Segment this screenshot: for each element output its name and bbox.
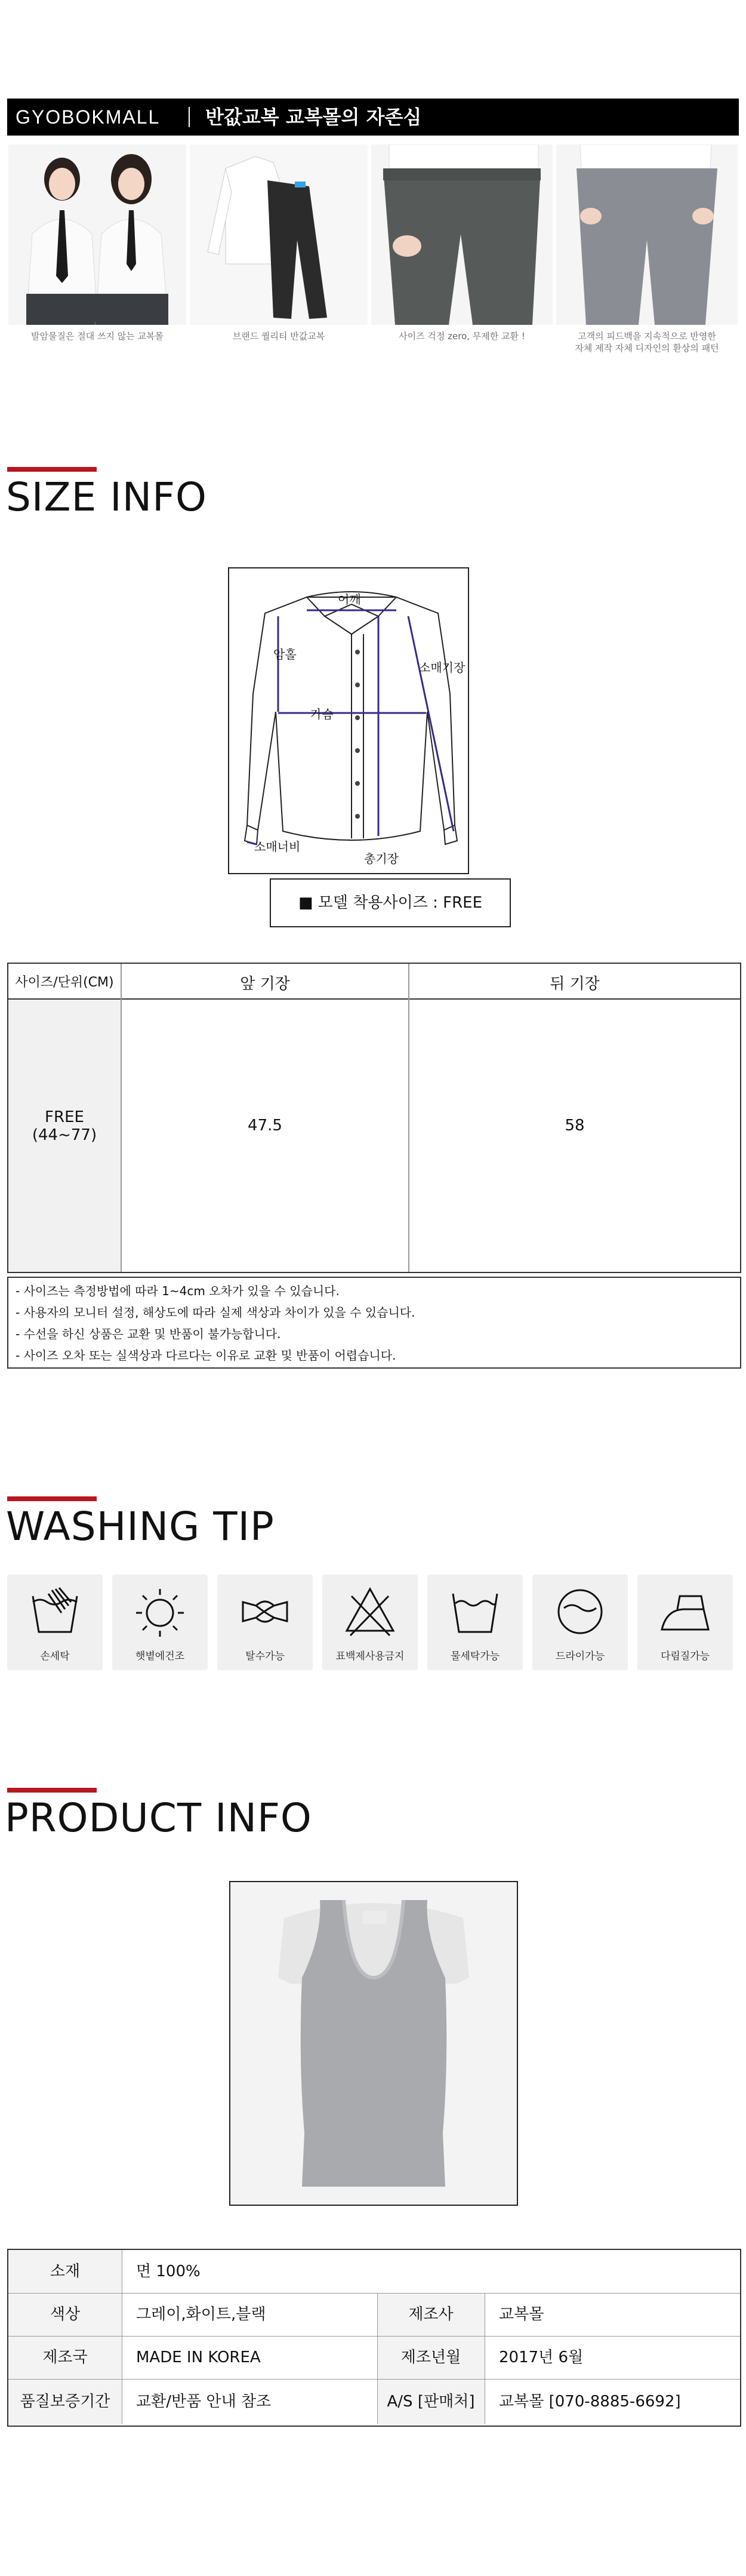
diagram-label-shoulder: 어깨 (338, 592, 361, 607)
wash-label: 물세탁가능 (450, 1650, 500, 1662)
wash-item (322, 1575, 418, 1670)
iron-icon (658, 1584, 712, 1638)
diagram-label-sleeve-length: 소매기장 (419, 660, 466, 675)
size-notes (7, 1277, 741, 1369)
wash-label: 탈수가능 (245, 1650, 285, 1662)
color-value: 그레이,화이트,블랙 (136, 2306, 266, 2323)
feature-caption-line: 자체 제작 자체 디자인의 환상의 패턴 (575, 343, 719, 353)
warranty-label: 품질보증기간 (8, 2380, 122, 2424)
wash-label: 손세탁 (40, 1650, 70, 1662)
wash-item (112, 1575, 208, 1670)
size-table (7, 963, 741, 1273)
feature-caption: 발암물질은 절대 쓰지 않는 교복몰 (31, 331, 164, 342)
note-line: - 사이즈는 측정방법에 따라 1~4cm 오차가 있을 수 있습니다. (16, 1284, 340, 1298)
note-line: - 수선을 하신 상품은 교환 및 반품이 불가능합니다. (16, 1327, 281, 1341)
size-value-cell (8, 1108, 121, 1144)
wash-label: 표백제사용금지 (335, 1650, 405, 1662)
origin-value: MADE IN KOREA (136, 2348, 261, 2366)
shirt-illustration (229, 568, 468, 873)
washing-tip-title: WASHING TIP (6, 1504, 275, 1550)
section-accent-bar (7, 1496, 97, 1501)
note-line: - 사용자의 모니터 설정, 해상도에 따라 실제 색상과 차이가 있을 수 있습니다. (16, 1305, 415, 1320)
feature-photo-students (8, 145, 186, 325)
size-name: FREE (45, 1108, 84, 1126)
feature-caption (556, 330, 738, 354)
dry-clean-icon (553, 1584, 607, 1638)
size-diagram (228, 567, 469, 874)
front-length-header: 앞 기장 (240, 975, 290, 993)
model-size-badge: ■ 모델 착용사이즈 : FREE (270, 878, 511, 927)
diagram-label-armhole: 암홀 (273, 647, 297, 662)
front-length-value: 47.5 (248, 1117, 282, 1135)
product-info-table (7, 2249, 741, 2427)
warranty-value: 교환/반품 안내 참조 (136, 2393, 272, 2411)
back-length-value: 58 (565, 1117, 585, 1135)
feature-photo-pants-pattern (556, 145, 738, 325)
wash-label: 다림질가능 (660, 1650, 710, 1662)
as-value: 교복몰 [070-8885-6692] (499, 2393, 681, 2411)
wash-item (427, 1575, 523, 1670)
back-length-header: 뒤 기장 (550, 975, 600, 993)
material-value: 면 100% (136, 2263, 201, 2280)
feature-caption: 사이즈 걱정 zero, 무제한 교환 ! (399, 331, 525, 342)
feature-caption-line: 고객의 피드백을 지속적으로 반영한 (578, 331, 716, 342)
manufacturer-label: 제조사 (377, 2294, 485, 2336)
size-range: (44~77) (32, 1126, 97, 1144)
wash-item (637, 1575, 733, 1670)
sun-dry-icon (133, 1584, 187, 1638)
feature-caption: 브랜드 퀄리티 반값교복 (232, 331, 325, 342)
hand-wash-icon (28, 1584, 82, 1638)
material-label: 소재 (8, 2250, 122, 2293)
no-bleach-icon (343, 1584, 397, 1638)
diagram-label-total-length: 총기장 (364, 852, 399, 866)
wash-label: 드라이가능 (555, 1650, 605, 1662)
brand-name: GYOBOKMALL (16, 106, 161, 128)
color-label: 색상 (8, 2294, 122, 2336)
manufacturer-value: 교복몰 (499, 2306, 544, 2323)
section-accent-bar (7, 1788, 97, 1793)
size-header-cell: 사이즈/단위(CM) (15, 975, 114, 990)
as-label: A/S [판매처] (377, 2380, 485, 2424)
wring-icon (238, 1584, 292, 1638)
feature-photo-shirt-pants (190, 145, 368, 325)
wash-item (7, 1575, 103, 1670)
origin-label: 제조국 (8, 2337, 122, 2379)
diagram-label-chest: 가슴 (310, 707, 334, 721)
feature-photo-pants-waist (371, 145, 553, 325)
column-divider (377, 2293, 378, 2424)
date-value: 2017년 6월 (499, 2348, 584, 2366)
size-info-title: SIZE INFO (6, 474, 208, 520)
brand-banner (7, 99, 739, 136)
wash-item (532, 1575, 628, 1670)
wash-label: 햇볕에건조 (135, 1650, 185, 1662)
water-wash-icon (448, 1584, 502, 1638)
section-accent-bar (7, 467, 97, 472)
note-line: - 사이즈 오차 또는 실색상과 다르다는 이유로 교환 및 반품이 어렵습니다. (16, 1348, 396, 1363)
banner-divider (189, 107, 190, 127)
brand-slogan: 반값교복 교복몰의 자존심 (205, 106, 422, 128)
date-label: 제조년월 (377, 2337, 485, 2379)
product-photo (229, 1881, 518, 2206)
product-info-title: PRODUCT INFO (5, 1795, 312, 1841)
diagram-label-cuff-width: 소매너비 (254, 840, 301, 854)
wash-item (217, 1575, 313, 1670)
